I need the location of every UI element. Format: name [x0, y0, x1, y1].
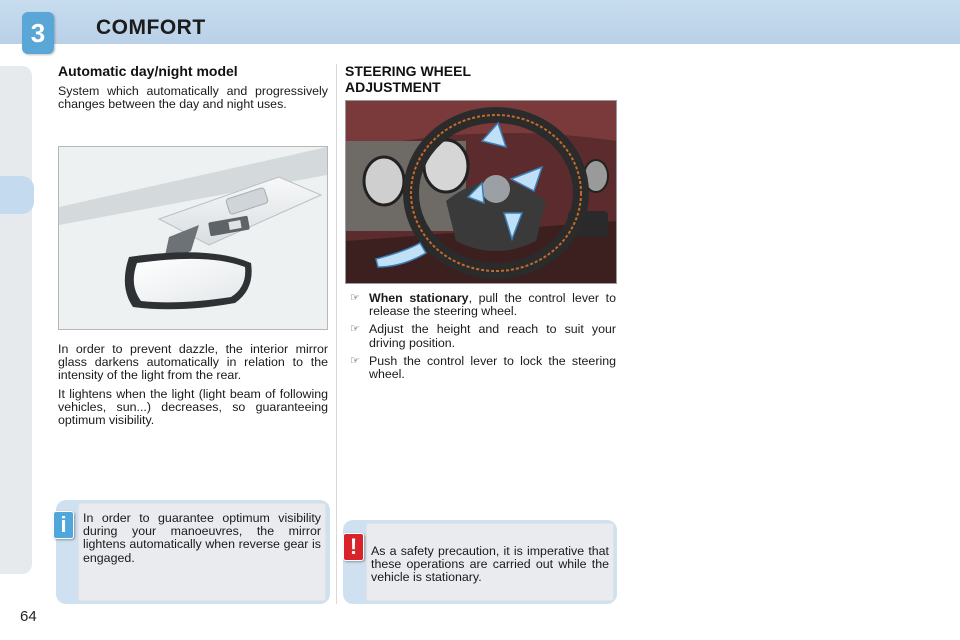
pointing-hand-icon: ☞ [350, 354, 360, 367]
left-body-text [58, 343, 328, 427]
list-item [350, 323, 616, 349]
warning-icon: ! [343, 533, 364, 561]
section-heading-day-night-mirror: Automatic day/night model [58, 63, 238, 79]
mirror-drawing [59, 147, 327, 329]
pointing-hand-icon: ☞ [350, 323, 360, 336]
side-tab-current-chapter[interactable] [0, 176, 34, 214]
steering-wheel-illustration [345, 100, 617, 284]
info-note-text: In order to guarantee optimum visibility during your manoeuvres, the mirror lightens automatically when reverse gear is engaged. [83, 511, 321, 565]
left-column [58, 63, 328, 111]
pointing-hand-icon: ☞ [350, 292, 360, 304]
warning-note-text: As a safety precaution, it is imperative that these operations are carried out while the vehicle is stationary. [371, 544, 609, 585]
info-icon: i [53, 511, 74, 539]
intro-paragraph: System which automatically and progressively changes between the day and night uses. [58, 84, 328, 112]
bullet-bold-lead: When stationary [369, 291, 469, 305]
bullet-text: , pull the control lever to release the steering wheel. [369, 291, 616, 319]
page-number: 64 [20, 608, 37, 625]
column-divider [336, 64, 337, 604]
chapter-number-badge: 3 [22, 12, 54, 54]
steering-wheel-drawing [346, 101, 616, 283]
chapter-title: COMFORT [96, 16, 206, 39]
rear-view-mirror-illustration [58, 146, 328, 330]
steering-instructions-list [350, 292, 616, 386]
dazzle-paragraph: In order to prevent dazzle, the interior mirror glass darkens automatically in relation to the intensity of the light from the rear. [58, 342, 328, 383]
list-item [350, 292, 616, 318]
side-tab-strip [0, 66, 32, 574]
bullet-text: Adjust the height and reach to suit your driving position. [369, 322, 616, 350]
list-item [350, 355, 616, 381]
visibility-paragraph: It lightens when the light (light beam of following vehicles, sun...) decreases, so guaranteeing optimum visibility. [58, 386, 328, 428]
bullet-text: Push the control lever to lock the steering wheel. [369, 353, 616, 382]
right-column [345, 63, 615, 95]
section-heading-steering-wheel: STEERING WHEEL ADJUSTMENT [345, 63, 471, 95]
